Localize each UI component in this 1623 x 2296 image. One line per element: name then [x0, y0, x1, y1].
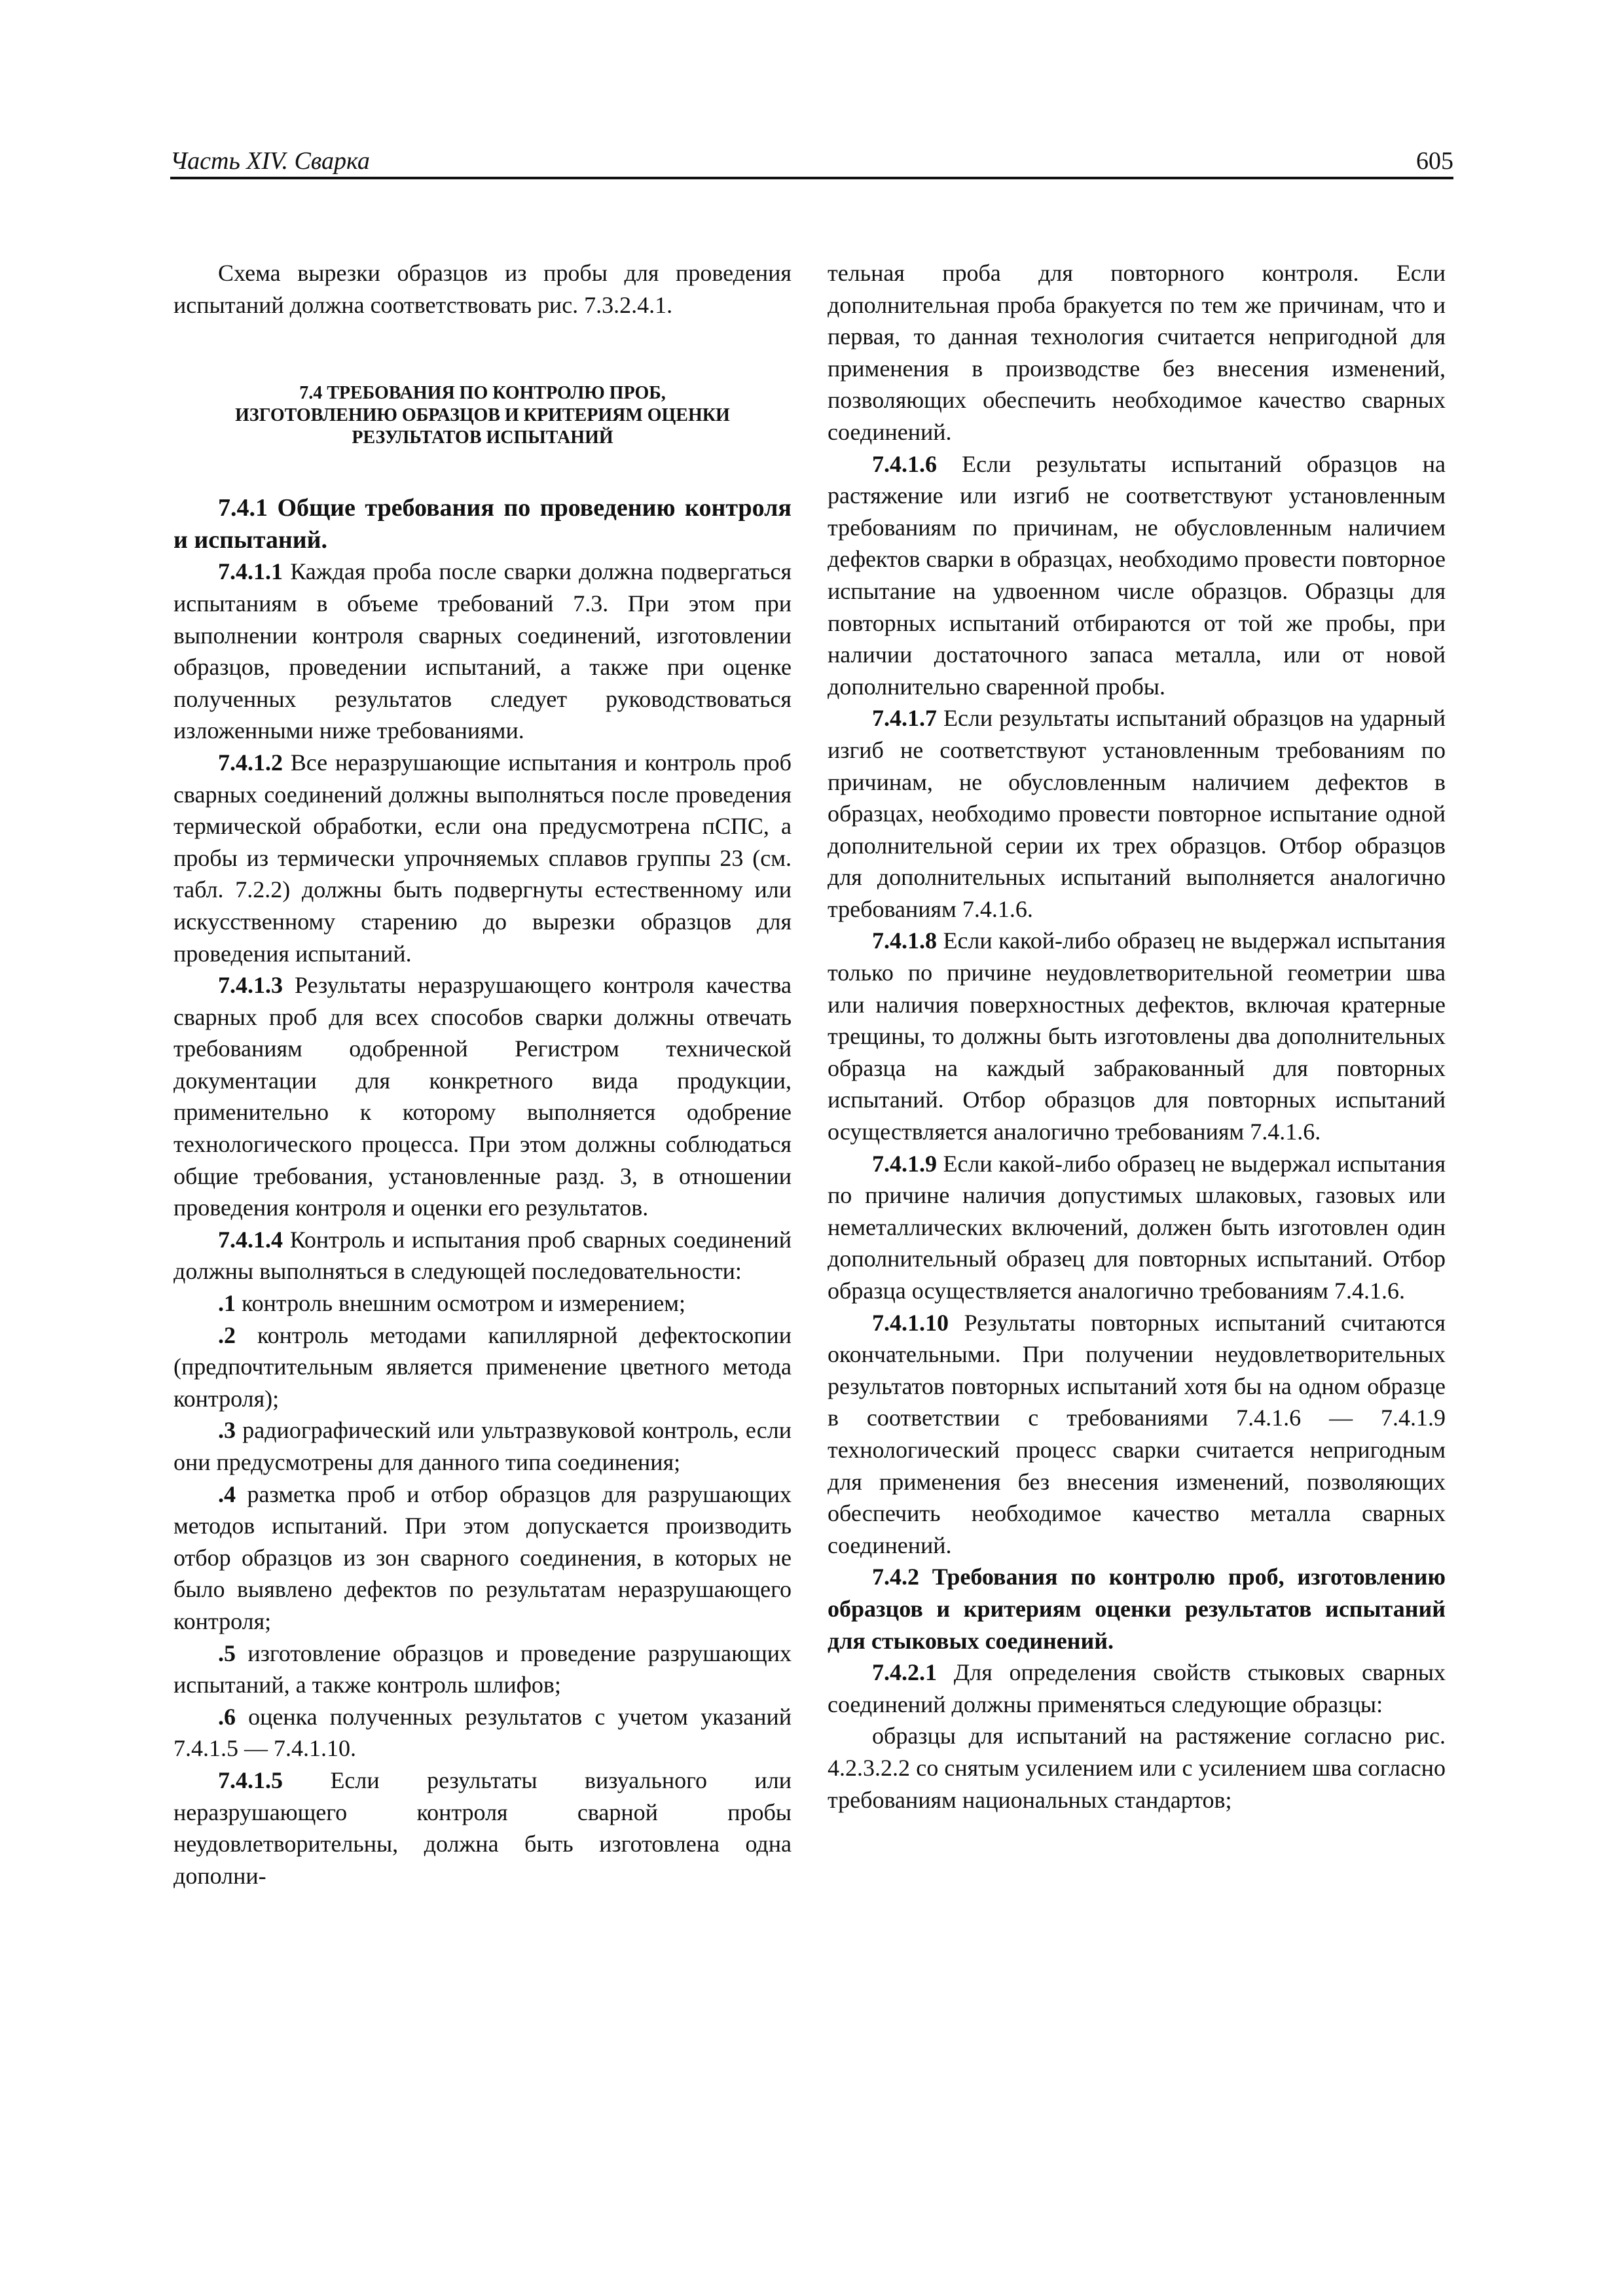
- clause-text: Если какой-либо образец не выдержал испытания по причине наличия допустимых шлаковых, газовых или неметаллических включений, должен быть изготовлен один дополнительный образец для повторных испытаний. Отбор образца осуществляется аналогично требованиям 7.4.1.6.: [828, 1150, 1446, 1304]
- continued-paragraph: тельная проба для повторного контроля. Если дополнительная проба бракуется по тем же причинам, что и первая, то данная технология считается непригодной для применения в производстве без внесения изменений, позволяющих обеспечить необходимое качество сварных соединений.: [828, 260, 1446, 445]
- paragraph-7-4-1-9: [828, 1148, 1446, 1307]
- clause-text: Если результаты испытаний образцов на растяжение или изгиб не соответствуют установленным требованиям по причинам, не обусловленным наличием дефектов сварки в образцах, необходимо провести повторное испытание на удвоенном числе образцов. Образцы для повторных испытаний отбираются от той же пробы, при наличии достаточного запаса металла, или от новой дополнительно сваренной пробы.: [828, 450, 1446, 700]
- list-item-6: [173, 1701, 792, 1765]
- clause-text: Все неразрушающие испытания и контроль проб сварных соединений должны выполняться после проведения термической обработки, если она предусмотрена пСПС, а пробы из термически упрочняемых сплавов группы 23 (см. табл. 7.2.2) должны быть подвергнуты естественному или искусственному старению до вырезки образцов для проведения испытаний.: [173, 749, 792, 967]
- clause-text: Каждая проба после сварки должна подвергаться испытаниям в объеме требований 7.3. При этом при выполнении контроля сварных соединений, изготовлении образцов, проведении испытаний, а также при оценке полученных результатов следует руководствоваться изложенными ниже требованиями.: [173, 558, 792, 744]
- item-text: радиографический или ультразвуковой контроль, если они предусмотрены для данного типа соединения;: [173, 1417, 792, 1475]
- right-column: [828, 257, 1446, 1816]
- item-text: разметка проб и отбор образцов для разрушающих методов испытаний. При этом допускается производить отбор образцов из зон сварного соединения, в которых не было выявлено дефектов по результатам неразрушающего контроля;: [173, 1480, 792, 1634]
- left-column: [173, 257, 792, 1892]
- running-header: [170, 145, 1453, 179]
- item-number: .6: [218, 1703, 236, 1730]
- list-item-3: [173, 1414, 792, 1478]
- list-item-2: [173, 1319, 792, 1415]
- clause-text: Контроль и испытания проб сварных соединений должны выполняться в следующей последовательности:: [173, 1226, 792, 1285]
- clause-number: 7.4.1.1: [218, 558, 283, 585]
- item-number: .5: [218, 1640, 236, 1666]
- clause-text: Результаты повторных испытаний считаются окончательными. При получении неудовлетворительных результатов повторных испытаний хотя бы на одном образце в соответствии с требованиями 7.4.1.6 — 7.4.1.9 технологический процесс сварки считается непригодным для применения без внесения изменений, позволяющих обеспечить необходимое качество металла сварных соединений.: [828, 1309, 1446, 1558]
- clause-number: 7.4.1.9: [872, 1150, 937, 1177]
- paragraph-7-4-1-10: [828, 1307, 1446, 1562]
- item-text: контроль методами капиллярной дефектоскопии (предпочтительным является применение цветного метода контроля);: [173, 1321, 792, 1412]
- item-number: .1: [218, 1290, 236, 1317]
- clause-number: 7.4.1.4: [218, 1226, 283, 1253]
- clause-number: 7.4.1.10: [872, 1309, 949, 1336]
- clause-number: 7.4.1.6: [872, 450, 937, 477]
- clause-text: Результаты неразрушающего контроля качества сварных проб для всех способов сварки должны отвечать требованиям одобренной Регистром технической документации для конкретного вида продукции, применительно к которому выполняется одобрение технологического процесса. При этом должны соблюдаться общие требования, установленные разд. 3, в отношении проведения контроля и оценки его результатов.: [173, 972, 792, 1221]
- intro-paragraph: Схема вырезки образцов из пробы для проведения испытаний должна соответствовать рис. 7.3.2.4.1.: [173, 260, 792, 318]
- subsection-heading-7-4-1: 7.4.1 Общие требования по проведению контроля и испытаний.: [173, 494, 792, 554]
- clause-text: Если результаты визуального или неразрушающего контроля сварной пробы неудовлетворительны, должна быть изготовлена одна дополни-: [173, 1767, 792, 1889]
- section-title-line-1: 7.4 ТРЕБОВАНИЯ ПО КОНТРОЛЮ ПРОБ,: [299, 383, 666, 404]
- item-text: изготовление образцов и проведение разрушающих испытаний, а также контроль шлифов;: [173, 1640, 792, 1698]
- header-title: Часть XIV. Сварка: [170, 147, 370, 175]
- clause-number: 7.4.1.3: [218, 972, 283, 999]
- section-title-line-2: ИЗГОТОВЛЕНИЮ ОБРАЗЦОВ И КРИТЕРИЯМ ОЦЕНКИ: [235, 405, 730, 426]
- section-title-line-3: РЕЗУЛЬТАТОВ ИСПЫТАНИЙ: [352, 427, 613, 448]
- page-number: 605: [1416, 147, 1453, 175]
- clause-number: 7.4.2.1: [872, 1659, 937, 1686]
- paragraph-7-4-1-6: [828, 448, 1446, 703]
- paragraph-7-4-1-5: [173, 1765, 792, 1892]
- clause-number: 7.4.1.7: [872, 705, 937, 732]
- clause-text: Если результаты испытаний образцов на ударный изгиб не соответствуют установленным требованиям по причинам, не обусловленным наличием дефектов в образцах, необходимо провести повторное испытание одной дополнительной серии их трех образцов. Отбор образцов для дополнительных испытаний выполняется аналогично требованиям 7.4.1.6.: [828, 705, 1446, 922]
- clause-number: 7.4.1.2: [218, 749, 283, 776]
- paragraph-7-4-1-7: [828, 702, 1446, 925]
- paragraph-7-4-1-3: [173, 969, 792, 1224]
- paragraph-7-4-1-2: [173, 747, 792, 969]
- clause-text: Для определения свойств стыковых сварных соединений должны применяться следующие образцы:: [828, 1659, 1446, 1717]
- list-item-4: [173, 1479, 792, 1638]
- item-number: .2: [218, 1321, 236, 1348]
- clause-number: 7.4.1.5: [218, 1767, 283, 1793]
- paragraph-7-4-1-4: [173, 1224, 792, 1287]
- clause-text: Если какой-либо образец не выдержал испытания только по причине неудовлетворительной геометрии шва или наличия поверхностных дефектов, включая кратерные трещины, то должны быть изготовлены два дополнительных образца на каждый забракованный для повторных испытаний. Отбор образцов для повторных испытаний осуществляется аналогично требованиям 7.4.1.6.: [828, 927, 1446, 1145]
- paragraph-7-4-1-1: [173, 556, 792, 747]
- list-item-1: [173, 1287, 792, 1319]
- item-text: оценка полученных результатов с учетом указаний 7.4.1.5 — 7.4.1.10.: [173, 1703, 792, 1762]
- paragraph-7-4-2-1: [828, 1657, 1446, 1720]
- section-title: [173, 382, 792, 449]
- item-number: .4: [218, 1480, 236, 1507]
- subsection-heading-7-4-2: 7.4.2 Требования по контролю проб, изготовлению образцов и критериям оценки результатов испытаний для стыковых соединений.: [828, 1564, 1446, 1654]
- paragraph-specimens-tension: образцы для испытаний на растяжение согласно рис. 4.2.3.2.2 со снятым усилением или с усилением шва согласно требованиям национальных стандартов;: [828, 1723, 1446, 1813]
- list-item-5: [173, 1638, 792, 1701]
- clause-number: 7.4.1.8: [872, 927, 937, 954]
- item-number: .3: [218, 1417, 236, 1444]
- item-text: контроль внешним осмотром и измерением;: [236, 1290, 686, 1317]
- paragraph-7-4-1-8: [828, 925, 1446, 1147]
